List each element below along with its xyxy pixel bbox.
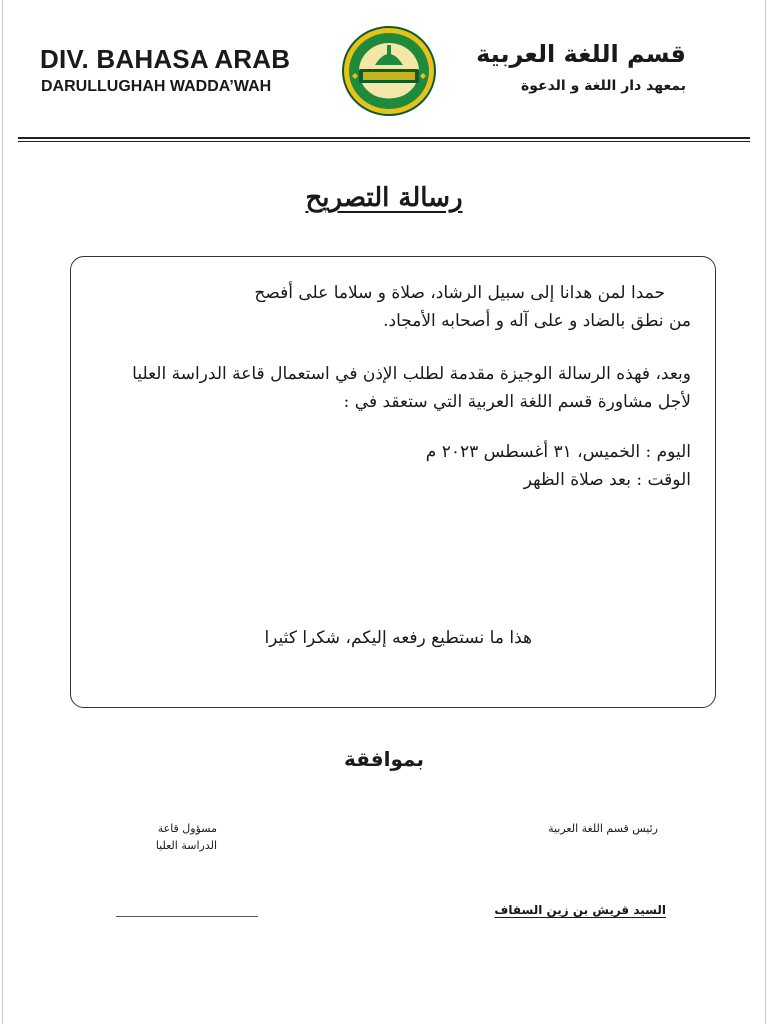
header-divider-thick: [18, 137, 750, 139]
institute-emblem-icon: [341, 25, 437, 117]
meeting-day: اليوم : الخميس، ٣١ أغسطس ٢٠٢٣ م: [425, 442, 691, 462]
header-arabic-subtitle: بمعهد دار اللغة و الدعوة: [520, 78, 686, 94]
signatory-left-line: [116, 916, 258, 917]
page-edge-right: [765, 0, 766, 1024]
paragraph2-line1: وبعد، فهذه الرسالة الوجيزة مقدمة لطلب الإذن في استعمال قاعة الدراسة العليا: [132, 364, 691, 384]
document-title: رسالة التصريح: [305, 183, 463, 213]
header-arabic-title: قسم اللغة العربية: [476, 40, 686, 68]
signatory-right-role: رئيس قسم اللغة العربية: [548, 822, 658, 835]
paragraph1-line1: حمدا لمن هدانا إلى سبيل الرشاد، صلاة و سلاما على أفصح: [254, 283, 665, 303]
signatory-left-role-line2: الدراسة العليا: [155, 839, 217, 852]
header-english-title: DIV. BAHASA ARAB: [40, 44, 291, 74]
approval-heading: بموافقة: [344, 747, 424, 771]
header-divider-thin: [18, 141, 750, 142]
signatory-left-role-line1: مسؤول قاعة: [157, 822, 217, 835]
page-edge-left: [2, 0, 3, 1024]
closing-line: هذا ما نستطيع رفعه إليكم، شكرا كثيرا: [264, 628, 532, 648]
signatory-right-name: السيد قريش بن زين السقاف: [494, 903, 666, 917]
paragraph2-line2: لأجل مشاورة قسم اللغة العربية التي ستعقد في :: [343, 392, 691, 412]
header-english-subtitle: DARULLUGHAH WADDA’WAH: [41, 78, 272, 95]
meeting-time: الوقت : بعد صلاة الظهر: [523, 470, 691, 490]
paragraph1-line2: من نطق بالضاد و على آله و أصحابه الأمجاد.: [383, 311, 691, 331]
